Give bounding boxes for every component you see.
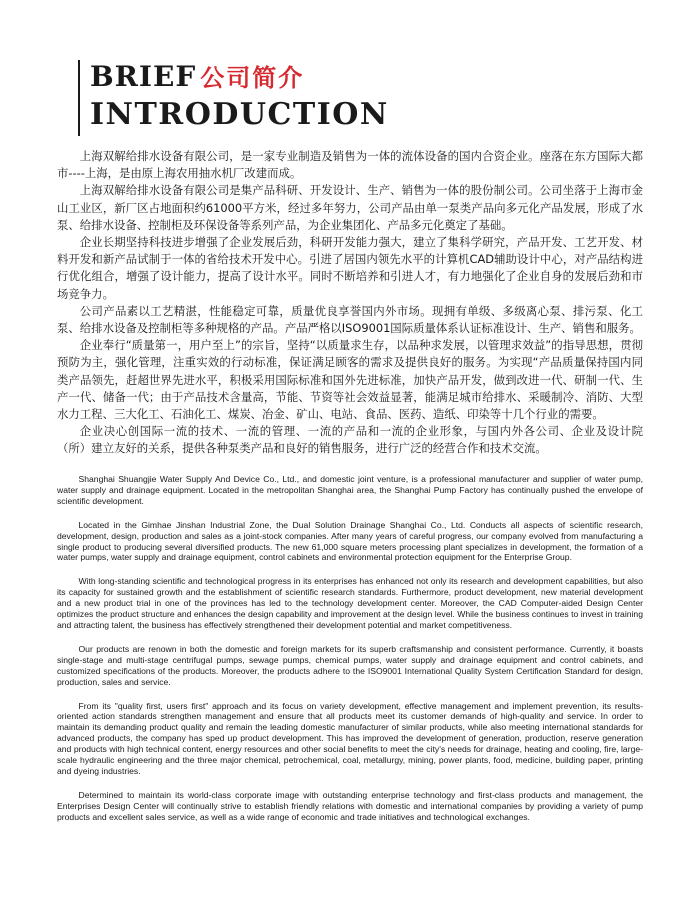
chinese-paragraph: 上海双解给排水设备有限公司，是一家专业制造及销售为一体的流体设备的国内合资企业。座落在东方国际大都市----上海，是由原上海农用抽水机厂改建而成。 — [57, 149, 643, 181]
title-accent-bar — [78, 60, 80, 136]
english-paragraph: Determined to maintain its world-class corporate image with outstanding enterprise technology and first-class products and management, the Enterprises Design Center will continually strive to establish friendly relations with domestic and international companies by providing a variety of pump products and excellent sales service, as well as a wide range of economic and trade initiatives and technological exchanges. — [57, 789, 643, 822]
english-paragraph: With long-standing scientific and technological progress in its enterprises has enhanced not only its research and development capabilities, but also its capacity for sustained growth and the establishment of scientific research standards. Furthermore, product development, new material development and a new product trial in one of the provinces has led to the technology development center. Moreover, the CAD Computer-aided Design Center optimizes the product structure and enhances the design capability and improvement at the design level. While the business continues to invest in training and attracting talent, the business has effectively strengthened their development potential and market competitiveness. — [57, 576, 643, 630]
chinese-paragraph: 公司产品素以工艺精湛，性能稳定可靠，质量优良享誉国内外市场。现拥有单级、多级离心泵、排污泵、化工泵、给排水设备及控制柜等多种规格的产品。产品严格以ISO9001国际质量体系认证标准设计、生产、销售和服务。 — [57, 303, 643, 336]
chinese-paragraph: 上海双解给排水设备有限公司是集产品科研、开发设计、生产、销售为一体的股份制公司。公司坐落于上海市金山工业区，新厂区占地面积约61000平方米，经过多年努力，公司产品由单一泵类产品向多元化产品发展，形成了水泵、给排水设备、控制柜及环保设备等系列产品，为企业集团化、产品多元化奠定了基础。 — [57, 183, 643, 232]
english-paragraph: From its "quality first, users first" approach and its focus on variety development, effective management and implement prevention, its results-oriented action standards strengthen management and ensure that all products meet its customer demands of high-quality and service. In order to maintain its demanding product quality and remain the leading domestic manufacturer of similar products, while also meeting international standards for advanced products, the company has sped up product development. This has improved the development of generation, production, reserve generation and products with high technical content, energy resources and other social benefits to meet the city's needs for drainage, heating and cooling, fire, large-scale hydraulic engineering and the three major chemical, petrochemical, coal, metallurgy, mining, power plants, food, medicine, building paper, printing and dyeing industries. — [57, 700, 643, 776]
english-paragraph: Located in the Gimhae Jinshan Industrial Zone, the Dual Solution Drainage Shanghai Co., Ltd. Conducts all aspects of scientific research, development, design, production and sales as a joint-stock companies. After many years of careful progress, our company evolved from manufacturing a single product to producing several diversified products. The new 61,000 square meters processing plant specializes in development, the formation of a water pumps, water supply and drainage equipment, control cabinets and environmental protection equipment for the Enterprise Group. — [57, 519, 643, 563]
title-line-1 — [90, 58, 304, 98]
english-text-block — [57, 474, 643, 836]
title-english-introduction: INTRODUCTION — [90, 97, 389, 132]
title-chinese: 公司简介 — [200, 64, 305, 92]
chinese-text-block — [57, 148, 643, 458]
chinese-paragraph: 企业长期坚持科技进步增强了企业发展后劲，科研开发能力强大，建立了集科学研究，产品开发、工艺开发、材料开发和新产品试制于一体的省给技术开发中心。引进了居国内领先水平的计算机CAD辅助设计中心，对产品结构进行优化组合，增强了设计能力，提高了设计水平。同时不断培养和引进人才，有力地强化了企业自身的发展后劲和市场竞争力。 — [57, 235, 643, 301]
chinese-paragraph: 企业决心创国际一流的技术、一流的管理、一流的产品和一流的企业形象，与国内外各公司、企业及设计院（所）建立友好的关系，提供各种泵类产品和良好的销售服务，进行广泛的经营合作和技术交流。 — [57, 424, 643, 456]
english-paragraph: Shanghai Shuangjie Water Supply And Device Co., Ltd., and domestic joint venture, is a professional manufacturer and supplier of water pump, water supply and drainage equipment. Located in the metropolitan Shanghai area, the Shanghai Pump Factory has continually pushed the envelope of scientific development. — [57, 474, 643, 506]
chinese-paragraph: 企业奉行“质量第一，用户至上”的宗旨，坚持“以质量求生存，以品种求发展，以管理求效益”的指导思想，贯彻预防为主，强化管理，注重实效的行动标准，保证满足顾客的需求及提供良好的服务。为实现“产品质量保持国内同类产品领先，赶超世界先进水平，积极采用国际标准和国外先进标准，加快产品开发，做到改进一代、研制一代、生产一代、储备一代；由于产品技术含量高，节能、节资等社会效益显著，能满足城市给排水、采暖制冷、消防、大型水力工程、三大化工、石油化工、煤炭、冶金、矿山、电站、食品、医药、造纸、印染等十几个行业的需要。 — [57, 338, 643, 422]
english-paragraph: Our products are renown in both the domestic and foreign markets for its superb craftsmanship and consistent performance. Currently, it boasts single-stage and multi-stage centrifugal pumps, sewage pumps, chemical pumps, water supply and drainage equipment and control cabinets, and customized specifications of the products. Moreover, the products adhere to the ISO9001 International Quality System Certification Standard for design, production, sales and service. — [57, 643, 643, 687]
title-english-brief: BRIEF — [90, 60, 197, 93]
